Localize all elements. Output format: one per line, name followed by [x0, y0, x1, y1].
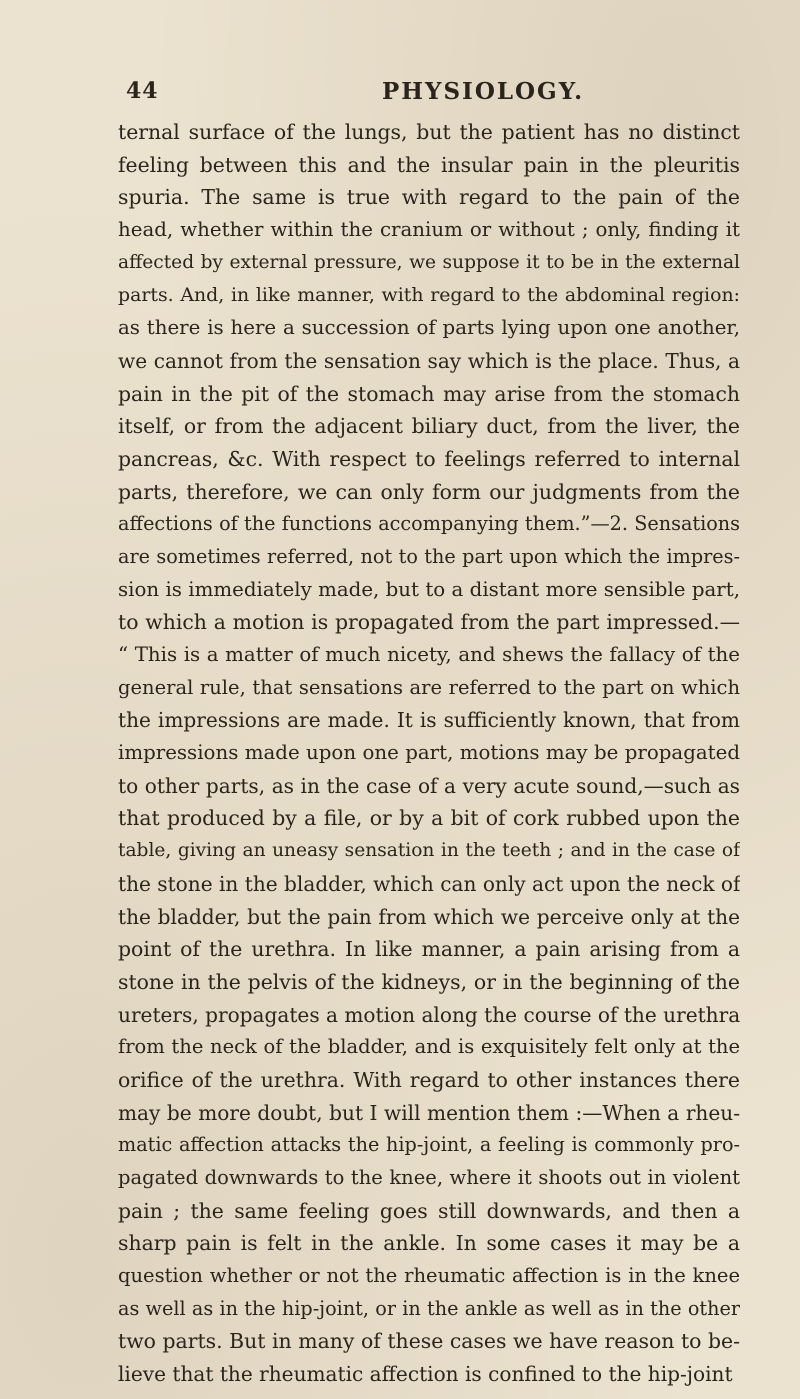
text-line: orifice of the urethra. With regard to other instances there [118, 1067, 740, 1092]
text-line: “ This is a matter of much nicety, and shews the fallacy of the [118, 643, 740, 666]
running-head: PHYSIOLOGY. [382, 78, 585, 105]
text-line: matic affection attacks the hip-joint, a feeling is commonly pro- [118, 1133, 740, 1157]
text-line: head, whether within the cranium or without ; only, finding it [118, 218, 740, 242]
page-number: 44 [126, 78, 159, 104]
text-line: as well as in the hip-joint, or in the ankle as well as in the other [118, 1296, 740, 1320]
text-line: ureters, propagates a motion along the course of the urethra [118, 1002, 740, 1027]
text-line: pagated downwards to the knee, where it shoots out in violent [118, 1166, 740, 1189]
text-line: are sometimes referred, not to the part upon which the impres- [118, 544, 740, 568]
text-line: to which a motion is propagated from the part impressed.— [118, 610, 740, 635]
text-line: we cannot from the sensation say which is the place. Thus, a [118, 348, 740, 373]
text-line: to other parts, as in the case of a very acute sound,—such as [118, 773, 740, 798]
text-line: may be more doubt, but I will mention them :—When a rheu- [118, 1100, 740, 1125]
text-line: general rule, that sensations are referred to the part on which [118, 675, 740, 699]
text-line: table, giving an uneasy sensation in the teeth ; and in the case of [118, 840, 740, 862]
text-line: point of the urethra. In like manner, a pain arising from a [118, 937, 740, 962]
text-line: affections of the functions accompanying them.”—2. Sensations [118, 512, 740, 536]
text-line: that produced by a file, or by a bit of cork rubbed upon the [118, 806, 740, 831]
text-line: impressions made upon one part, motions may be propagated [118, 741, 740, 765]
text-line: question whether or not the rheumatic affection is in the knee [118, 1264, 740, 1288]
text-line: lieve that the rheumatic affection is confined to the hip-joint [118, 1362, 733, 1387]
text-line: pain ; the same feeling goes still downwards, and then a [118, 1198, 740, 1223]
text-line: itself, or from the adjacent biliary duct, from the liver, the [118, 414, 740, 439]
text-line: sharp pain is felt in the ankle. In some cases it may be a [118, 1231, 740, 1256]
text-line: stone in the pelvis of the kidneys, or in the beginning of the [118, 969, 740, 994]
text-line: affected by external pressure, we suppose it to be in the external [118, 251, 740, 273]
text-line: pain in the pit of the stomach may arise from the stomach [118, 381, 740, 406]
text-line: the impressions are made. It is sufficiently known, that from [118, 708, 740, 733]
text-line: feeling between this and the insular pain in the pleuritis [118, 152, 740, 177]
text-line: sion is immediately made, but to a distant more sensible part, [118, 577, 740, 601]
text-line: pancreas, &c. With respect to feelings referred to internal [118, 446, 740, 471]
text-line: two parts. But in many of these cases we have reason to be- [118, 1329, 740, 1354]
body-text [118, 116, 740, 1391]
text-line: parts. And, in like manner, with regard to the abdominal region: [118, 284, 740, 307]
text-line: parts, therefore, we can only form our judgments from the [118, 479, 740, 504]
text-line: from the neck of the bladder, and is exquisitely felt only at the [118, 1035, 740, 1059]
text-line: spuria. The same is true with regard to the pain of the [118, 185, 740, 210]
text-line: the stone in the bladder, which can only act upon the neck of [118, 871, 740, 896]
text-line: ternal surface of the lungs, but the patient has no distinct [118, 120, 740, 144]
text-line: the bladder, but the pain from which we perceive only at the [118, 904, 740, 929]
text-line: as there is here a succession of parts lying upon one another, [118, 316, 740, 340]
page-header [112, 78, 722, 108]
